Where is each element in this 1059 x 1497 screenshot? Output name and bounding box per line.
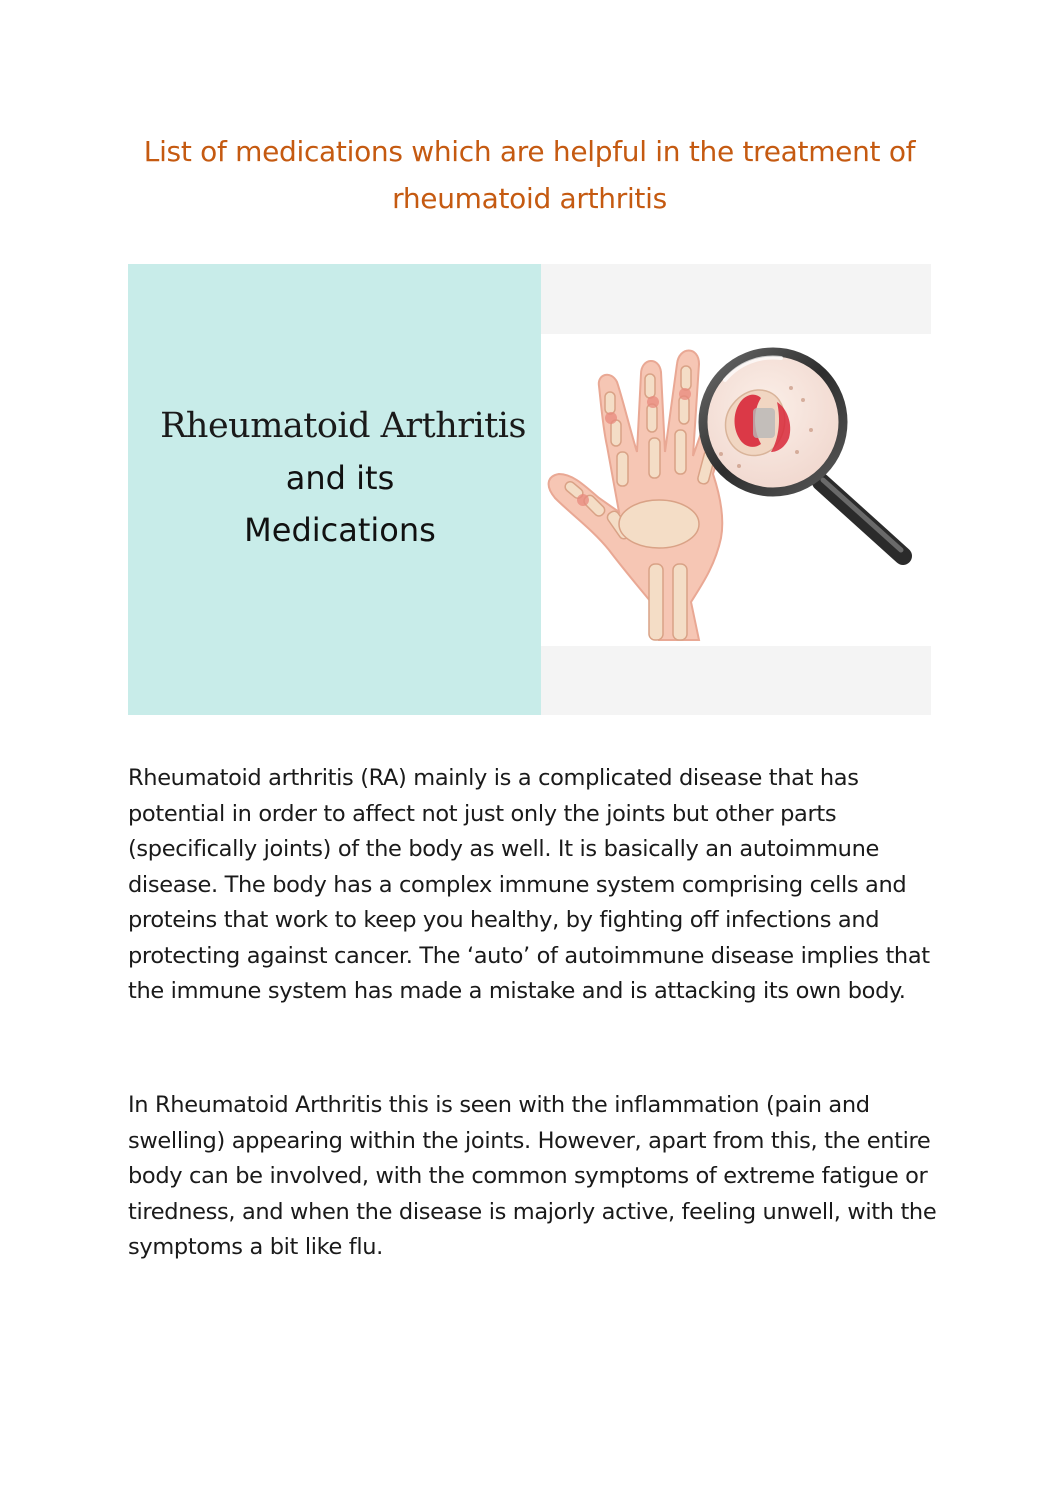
banner-image [128, 264, 931, 715]
banner-subline-1: and its [285, 459, 395, 497]
banner-subline-2: Medications [244, 511, 436, 549]
hand-skeleton-with-magnifying-glass-icon [541, 334, 931, 646]
banner-right-bottom-strip [541, 646, 931, 715]
magnifying-glass-icon [703, 352, 903, 556]
banner-heading: Rheumatoid Arthritis [160, 406, 526, 446]
body-paragraph-1: Rheumatoid arthritis (RA) mainly is a complicated disease that has potential in order to affect not just only the joints but other parts (specifically joints) of the body as well. It is basically an autoimmune disease. The body has a complex immune system comprising cells and proteins that work to keep you healthy, by fighting off infections and protecting against cancer. The ‘auto’ of autoimmune disease implies that the immune system has made a mistake and is attacking its own body. [128, 765, 930, 1004]
banner-right-top-strip [541, 264, 931, 334]
banner-left-panel [128, 264, 541, 715]
document-title: List of medications which are helpful in the treatment of rheumatoid arthritis [143, 135, 916, 215]
body-paragraph-2: In Rheumatoid Arthritis this is seen with the inflammation (pain and swelling) appearing within the joints. However, apart from this, the entire body can be involved, with the common symptoms of extreme fatigue or tiredness, and when the disease is majorly active, feeling unwell, with the symptoms a bit like flu. [128, 1092, 937, 1260]
